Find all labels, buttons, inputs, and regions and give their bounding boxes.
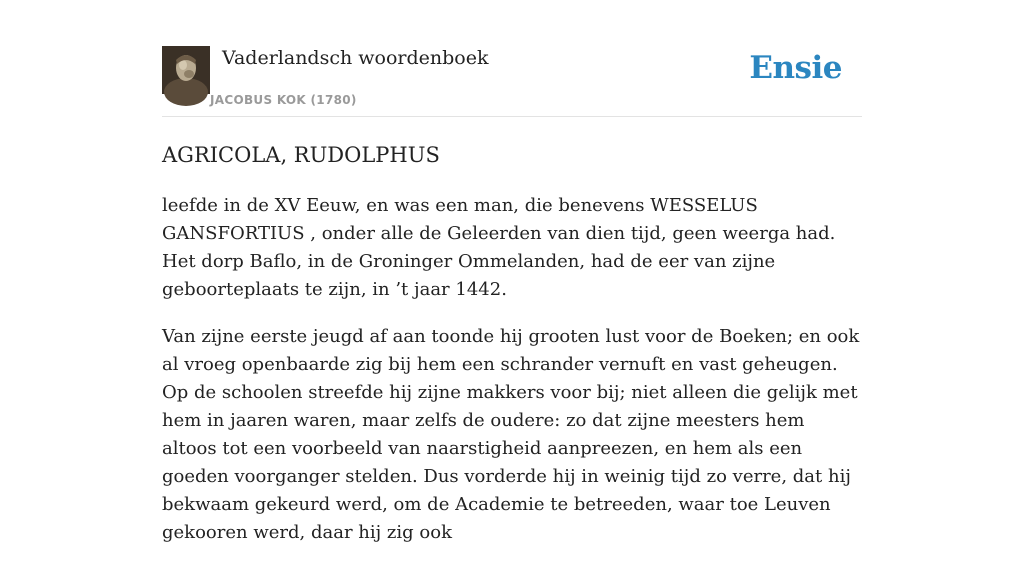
entry-paragraph: Van zijne eerste jeugd af aan toonde hij grooten lust voor de Boeken; en ook al vroeg openbaarde zig bij hem een schrander vernuft en vast geheugen. Op de schoolen streefde hij zijne makkers voor bij; niet alleen die gelijk met hem in jaaren waren, maar zelfs de oudere: zo dat zijne meesters hem altoos tot een voorbeeld van naarstigheid aanpreezen, en hem als een goeden voorganger stelden. Dus vorderde hij in weinig tijd zo verre, dat hij bekwaam gekeurd werd, om de Academie te betreeden, waar toe Leuven gekooren werd, daar hij zig ook — [162, 326, 860, 543]
brand-logo[interactable]: Ensie — [749, 50, 842, 86]
entry-title: AGRICOLA, RUDOLPHUS — [162, 143, 440, 167]
author-label[interactable]: JACOBUS KOK (1780) — [210, 93, 357, 107]
header — [162, 46, 862, 117]
portrait-avatar[interactable] — [162, 46, 210, 94]
book-title[interactable]: Vaderlandsch woordenboek — [222, 47, 489, 69]
entry-paragraph: leefde in de XV Eeuw, en was een man, die benevens WESSELUS GANSFORTIUS , onder alle de Geleerden van dien tijd, geen weerga had. Het dorp Baflo, in de Groninger Ommelanden, had de eer van zijne geboorteplaats te zijn, in ’t jaar 1442. — [162, 195, 836, 300]
portrait-icon — [162, 46, 210, 94]
entry-body — [162, 192, 862, 566]
